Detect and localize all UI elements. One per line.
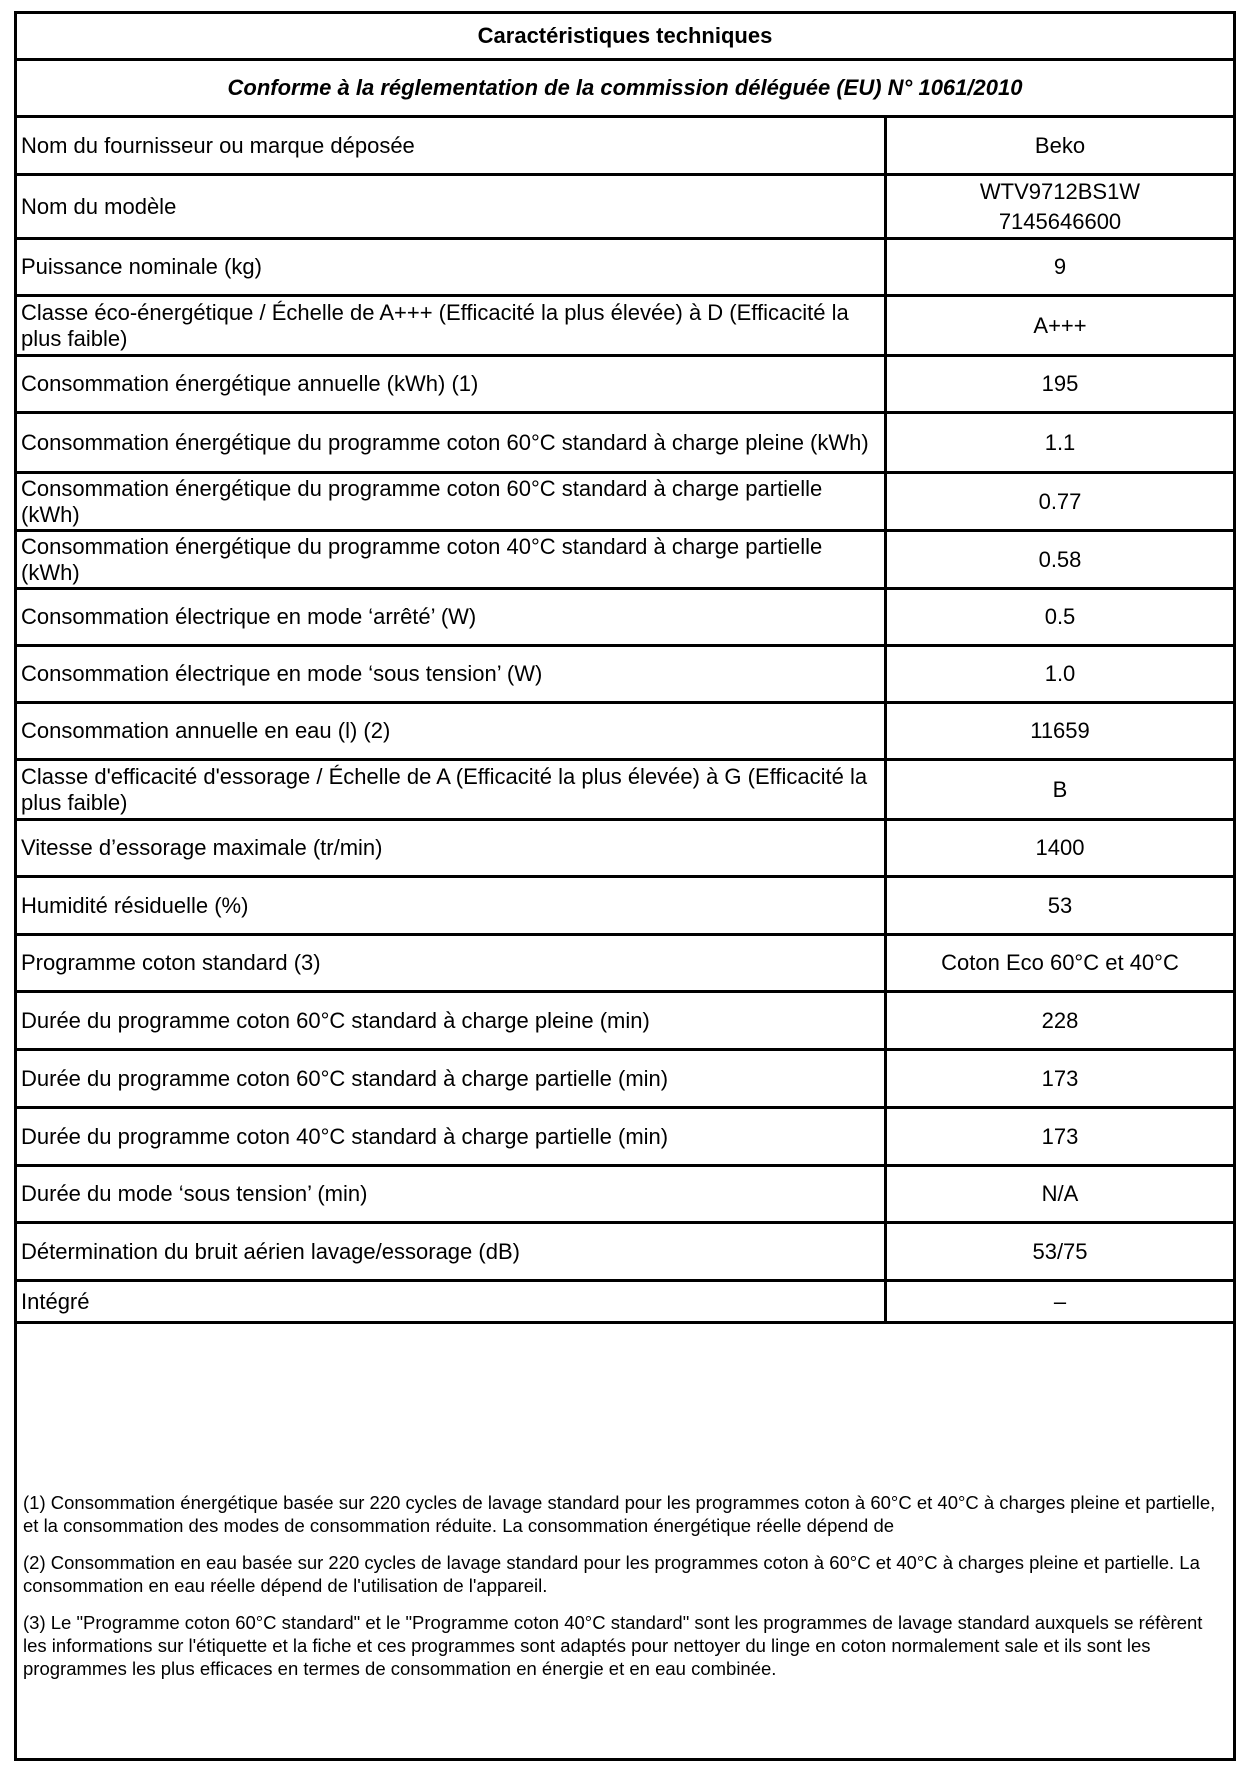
spec-value: 0.58 xyxy=(1038,546,1082,572)
table-row xyxy=(17,1224,1233,1282)
footnotes xyxy=(17,1477,1233,1758)
spec-value: N/A xyxy=(1041,1181,1079,1206)
spec-value: 195 xyxy=(1041,371,1079,396)
table-row xyxy=(17,704,1233,761)
table-row xyxy=(17,590,1233,647)
table-row xyxy=(17,532,1233,590)
table-row xyxy=(17,647,1233,704)
spec-value: A+++ xyxy=(1033,312,1087,338)
table-row xyxy=(17,1109,1233,1167)
table-row xyxy=(17,176,1233,240)
table-row xyxy=(17,1282,1233,1324)
table-row xyxy=(17,118,1233,176)
footnote: (1) Consommation énergétique basée sur 220 cycles de lavage standard pour les programmes coton à 60°C et 40°C à charges pleine et partielle, et la consommation des modes de consommation réduite. La consommation énergétique réelle dépend de xyxy=(23,1492,1216,1536)
spec-value: – xyxy=(1053,1288,1067,1314)
spec-value: 1400 xyxy=(1035,835,1085,860)
spec-label: Programme coton standard (3) xyxy=(17,936,887,990)
table-row xyxy=(17,474,1233,532)
spec-sheet xyxy=(14,11,1236,1761)
regulation-subtitle: Conforme à la réglementation de la commission déléguée (EU) N° 1061/2010 xyxy=(17,61,1233,118)
spec-value: 0.5 xyxy=(1044,604,1076,629)
table-row xyxy=(17,936,1233,993)
table-row xyxy=(17,357,1233,414)
spec-label: Consommation annuelle en eau (l) (2) xyxy=(17,704,887,758)
table-row xyxy=(17,878,1233,936)
spec-label: Durée du programme coton 40°C standard à charge partielle (min) xyxy=(17,1109,887,1164)
spec-label: Puissance nominale (kg) xyxy=(17,240,887,294)
spec-value: 11659 xyxy=(1030,718,1090,743)
spec-label: Consommation énergétique du programme coton 60°C standard à charge pleine (kWh) xyxy=(17,414,887,471)
spec-label: Consommation énergétique du programme coton 60°C standard à charge partielle (kWh) xyxy=(17,474,887,529)
table-row xyxy=(17,993,1233,1051)
spec-value: B xyxy=(1052,776,1068,802)
spec-label: Classe éco-énergétique / Échelle de A+++ (Efficacité la plus élevée) à D (Efficacité la plus faible) xyxy=(17,297,887,354)
spec-label: Humidité résiduelle (%) xyxy=(17,878,887,933)
spec-value: 53/75 xyxy=(1032,1238,1088,1264)
spec-value: 173 xyxy=(1041,1123,1079,1149)
table-row xyxy=(17,1051,1233,1109)
table-row xyxy=(17,414,1233,474)
table-row xyxy=(17,240,1233,297)
spec-label: Intégré xyxy=(17,1282,887,1321)
spec-label: Durée du programme coton 60°C standard à charge pleine (min) xyxy=(17,993,887,1048)
spec-value: 53 xyxy=(1047,892,1073,918)
table-row xyxy=(17,297,1233,357)
spec-label: Nom du modèle xyxy=(17,176,887,237)
footnote: (3) Le "Programme coton 60°C standard" et le "Programme coton 40°C standard" sont les programmes de lavage standard auxquels se réfèrent les informations sur l'étiquette et la fiche et ces programmes sont adaptés pour nettoyer du linge en coton normalement sale et ils sont les programmes les plus efficaces en termes de consommation en énergie et en eau combinée. xyxy=(23,1612,1203,1679)
table-row xyxy=(17,1167,1233,1224)
spec-label: Consommation électrique en mode ‘arrêté’ (W) xyxy=(17,590,887,644)
spec-label: Durée du programme coton 60°C standard à charge partielle (min) xyxy=(17,1051,887,1106)
table-row xyxy=(17,761,1233,821)
spec-label: Détermination du bruit aérien lavage/essorage (dB) xyxy=(17,1224,887,1279)
spec-value: 228 xyxy=(1041,1007,1079,1033)
spec-label: Classe d'efficacité d'essorage / Échelle de A (Efficacité la plus élevée) à G (Efficacité la plus faible) xyxy=(17,761,887,818)
spec-label: Nom du fournisseur ou marque déposée xyxy=(17,118,887,173)
spec-label: Durée du mode ‘sous tension’ (min) xyxy=(17,1167,887,1221)
spec-value: WTV9712BS1W 7145646600 xyxy=(979,178,1141,234)
spec-label: Consommation énergétique du programme coton 40°C standard à charge partielle (kWh) xyxy=(17,532,887,587)
spec-value: Coton Eco 60°C et 40°C xyxy=(941,950,1179,975)
spec-label: Consommation électrique en mode ‘sous tension’ (W) xyxy=(17,647,887,701)
table-row xyxy=(17,821,1233,878)
spec-value: 1.1 xyxy=(1044,429,1076,455)
spec-value: 9 xyxy=(1053,254,1067,279)
spec-label: Consommation énergétique annuelle (kWh) (1) xyxy=(17,357,887,411)
spec-label: Vitesse d’essorage maximale (tr/min) xyxy=(17,821,887,875)
spec-value: 173 xyxy=(1041,1065,1079,1091)
footnote: (2) Consommation en eau basée sur 220 cycles de lavage standard pour les programmes coton à 60°C et 40°C à charges pleine et partielle. La consommation en eau réelle dépend de l'utilisation de l'appareil. xyxy=(23,1552,1200,1596)
spec-value: 0.77 xyxy=(1038,488,1082,514)
spec-value: 1.0 xyxy=(1044,661,1076,686)
sheet-title: Caractéristiques techniques xyxy=(17,14,1233,61)
spec-value: Beko xyxy=(1034,132,1086,158)
